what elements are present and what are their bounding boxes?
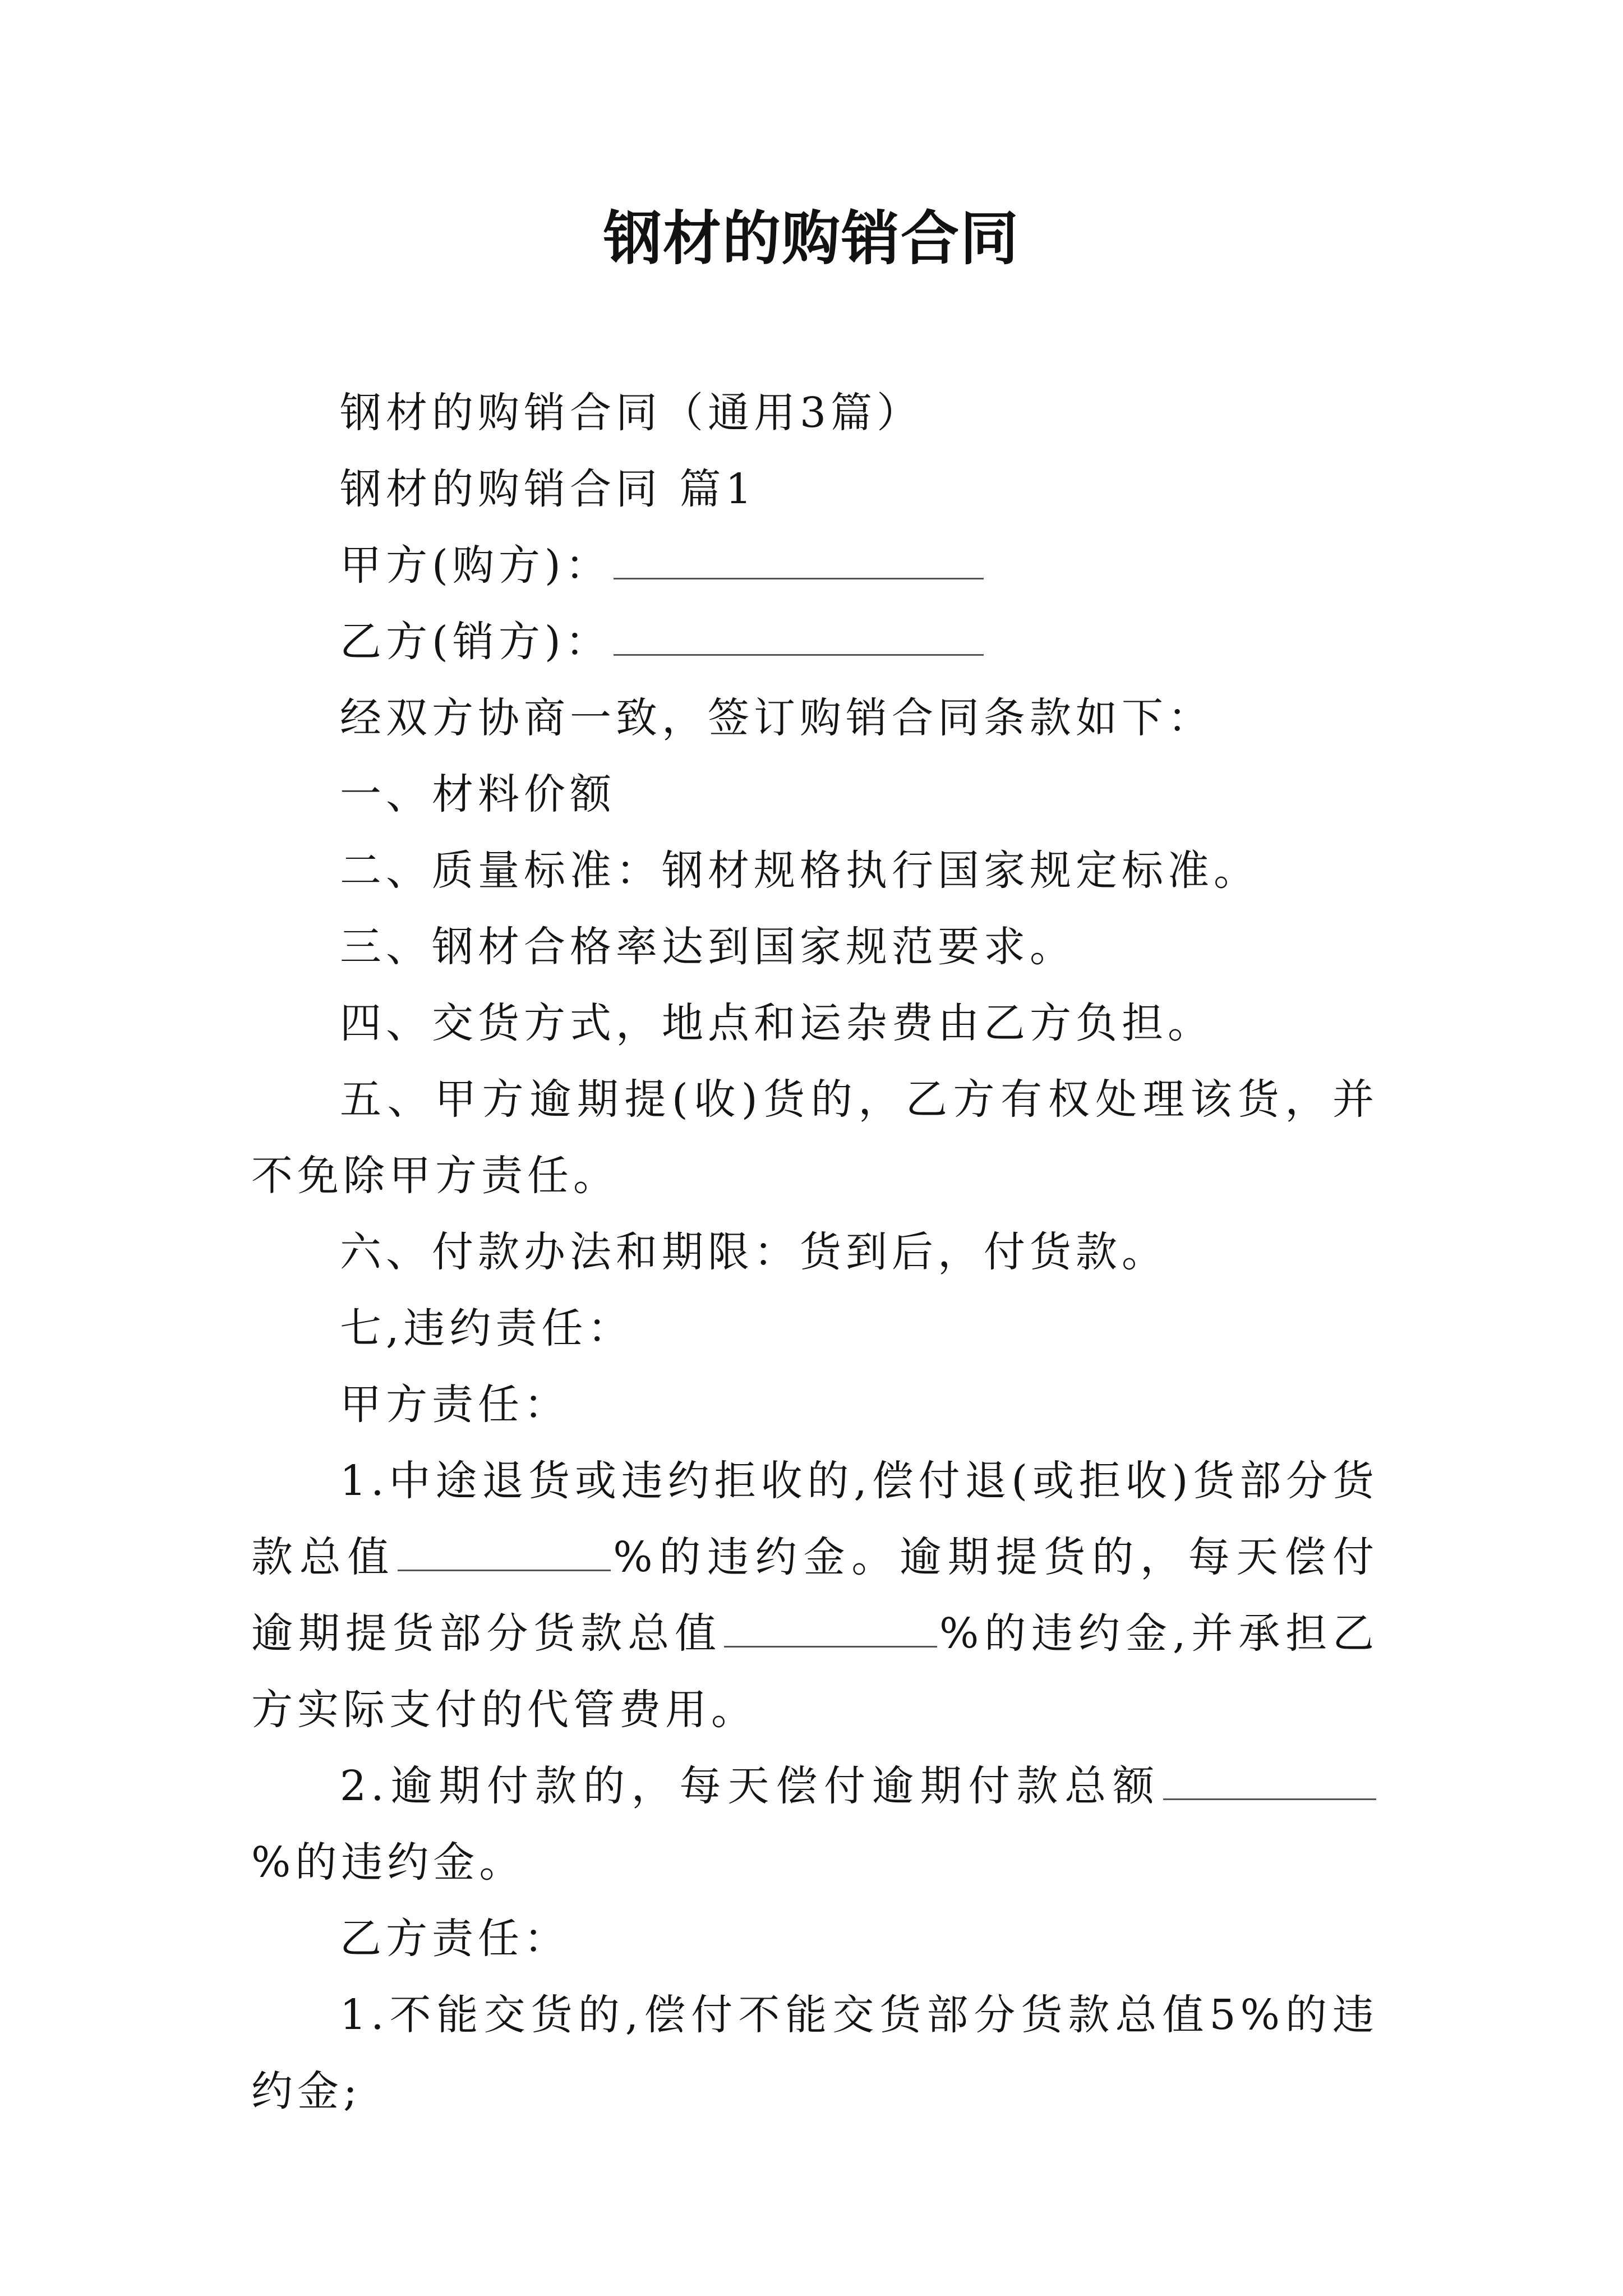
item-text: 2.逾期付款的，每天偿付逾期付款总额: [340, 1762, 1161, 1810]
document-title: 钢材的购销合同: [603, 204, 1020, 273]
clause-7: 七,违约责任：: [340, 1304, 634, 1352]
party-b-label: 乙方(销方)：: [340, 618, 611, 666]
paragraph-intro: 经双方协商一致，签订购销合同条款如下：: [340, 694, 1214, 742]
paragraph-heading: 钢材的购销合同（通用3篇）: [340, 389, 923, 437]
item-text: 1.中途退货或违约拒收的,偿付退(或拒收)货部分货款总值: [251, 1457, 1378, 1581]
party-b-line: [251, 604, 1378, 680]
item-text: %的违约金。逾期提货的，每天偿付逾期提货部分货款总值: [251, 1533, 1378, 1658]
clause-3: 三、钢材合格率达到国家规范要求。: [340, 923, 1076, 971]
document-body: [251, 375, 1378, 2129]
item-text: %的违约金,并承担乙方实际支付的代管费用。: [251, 1609, 1378, 1734]
item-text: %的违约金。: [251, 1838, 525, 1887]
party-a-liability-heading: 甲方责任：: [340, 1381, 570, 1429]
clause-5: 五、甲方逾期提(收)货的，乙方有权处理该货，并不免除甲方责任。: [251, 1075, 1378, 1200]
party-a-liability-item-1: [251, 1443, 1378, 1748]
party-a-blank: [614, 578, 984, 579]
percent-blank: [724, 1646, 937, 1648]
party-b-liability-heading: 乙方责任：: [340, 1915, 570, 1963]
clause-1: 一、材料价额: [340, 770, 616, 818]
clause-2: 二、质量标准：钢材规格执行国家规定标准。: [340, 846, 1260, 895]
party-a-liability-item-2: [251, 1748, 1378, 1901]
party-a-line: [251, 527, 1378, 604]
party-b-liability-item-1: 1.不能交货的,偿付不能交货部分货款总值5%的违约金;: [251, 1991, 1378, 2115]
party-a-label: 甲方(购方)：: [340, 541, 611, 590]
clause-6: 六、付款办法和期限：货到后，付货款。: [340, 1228, 1168, 1276]
percent-blank: [1163, 1798, 1376, 1800]
percent-blank: [398, 1570, 611, 1571]
clause-4: 四、交货方式，地点和运杂费由乙方负担。: [340, 999, 1214, 1047]
party-b-blank: [614, 654, 984, 656]
paragraph-section-title: 钢材的购销合同 篇1: [340, 465, 757, 513]
